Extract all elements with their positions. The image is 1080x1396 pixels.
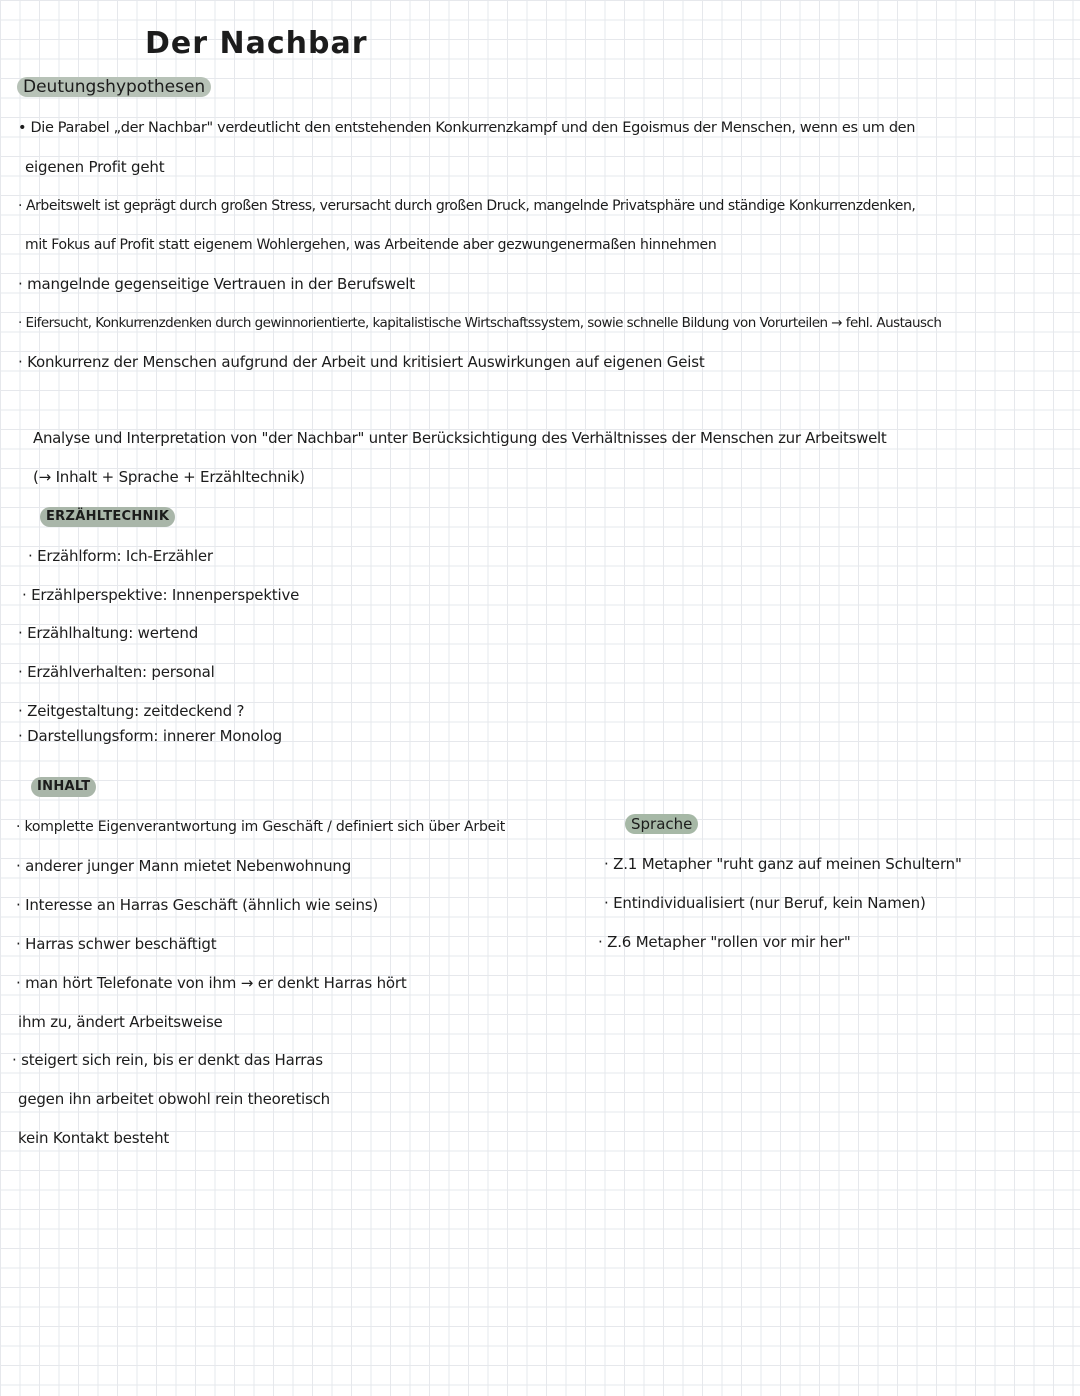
erzaehltechnik-item-4: · Erzählverhalten: personal (18, 663, 215, 681)
deutung-line-4: mit Fokus auf Profit statt eigenem Wohlergehen, was Arbeitende aber gezwungenermaßen hinnehmen (25, 237, 717, 253)
erzaehltechnik-item-5: · Zeitgestaltung: zeitdeckend ? (18, 702, 245, 720)
deutung-line-3: · Arbeitswelt ist geprägt durch großen Stress, verursacht durch großen Druck, mangelnde Privatsphäre und ständige Konkurrenzdenken, (18, 198, 916, 214)
deutungshypothesen-heading: Deutungshypothesen (17, 77, 211, 97)
inhalt-item-2: · anderer junger Mann mietet Nebenwohnung (16, 857, 352, 875)
inhalt-item-6-cont-2: kein Kontakt besteht (18, 1129, 170, 1147)
deutung-line-2: eigenen Profit geht (25, 158, 165, 176)
deutung-line-7: · Konkurrenz der Menschen aufgrund der Arbeit und kritisiert Auswirkungen auf eigenen Geist (18, 353, 705, 371)
inhalt-item-5-cont: ihm zu, ändert Arbeitsweise (18, 1013, 223, 1031)
sprache-item-3: · Z.6 Metapher "rollen vor mir her" (598, 933, 851, 951)
sprache-item-1: · Z.1 Metapher "ruht ganz auf meinen Schultern" (604, 855, 962, 873)
sprache-heading: Sprache (625, 814, 698, 834)
inhalt-heading: INHALT (31, 777, 96, 797)
page-title: Der Nachbar (145, 26, 368, 61)
deutung-line-6: · Eifersucht, Konkurrenzdenken durch gewinnorientierte, kapitalistische Wirtschaftssystem, sowie schnelle Bildung von Vorurteilen → fehl. Austausch (18, 315, 942, 331)
inhalt-item-3: · Interesse an Harras Geschäft (ähnlich wie seins) (16, 896, 379, 914)
erzaehltechnik-item-6: · Darstellungsform: innerer Monolog (18, 727, 282, 745)
erzaehltechnik-item-3: · Erzählhaltung: wertend (18, 624, 199, 642)
inhalt-item-4: · Harras schwer beschäftigt (16, 935, 217, 953)
deutung-line-5: · mangelnde gegenseitige Vertrauen in der Berufswelt (18, 275, 415, 293)
erzaehltechnik-item-2: · Erzählperspektive: Innenperspektive (22, 586, 300, 604)
erzaehltechnik-heading: ERZÄHLTECHNIK (40, 507, 175, 527)
inhalt-item-1: · komplette Eigenverantwortung im Geschäft / definiert sich über Arbeit (16, 819, 506, 835)
inhalt-item-6-cont: gegen ihn arbeitet obwohl rein theoretisch (18, 1090, 330, 1108)
deutung-line-1: • Die Parabel „der Nachbar" verdeutlicht den entstehenden Konkurrenzkampf und den Egoismus der Menschen, wenn es um den (18, 120, 916, 136)
sprache-item-2: · Entindividualisiert (nur Beruf, kein Namen) (604, 894, 926, 912)
analyse-subheading: (→ Inhalt + Sprache + Erzähltechnik) (33, 468, 305, 486)
erzaehltechnik-item-1: · Erzählform: Ich-Erzähler (28, 547, 213, 565)
inhalt-item-5: · man hört Telefonate von ihm → er denkt Harras hört (16, 974, 407, 992)
inhalt-item-6: · steigert sich rein, bis er denkt das Harras (12, 1051, 323, 1069)
analyse-heading: Analyse und Interpretation von "der Nachbar" unter Berücksichtigung des Verhältnisses der Menschen zur Arbeitswelt (33, 429, 887, 447)
